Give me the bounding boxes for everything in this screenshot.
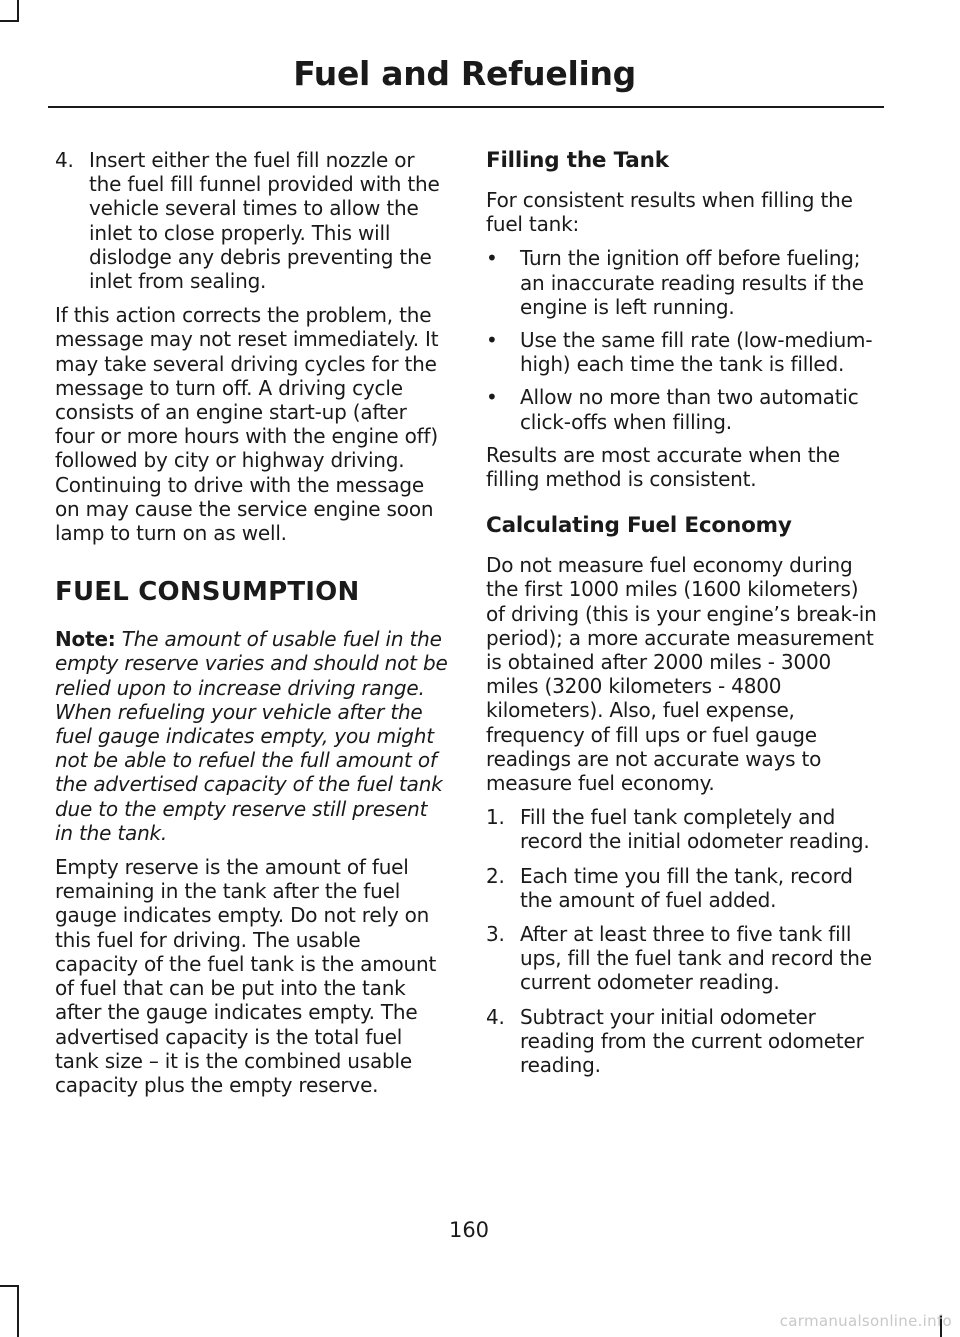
- crop-mark: [17, 0, 19, 22]
- bullet-text: Turn the ignition off before fueling; an inaccurate reading results if the engine is left running.: [520, 246, 864, 319]
- step-text: After at least three to five tank fill ups, fill the fuel tank and record the current odometer reading.: [520, 922, 872, 995]
- step-text: Subtract your initial odometer reading from the current odometer reading.: [520, 1004, 864, 1078]
- bullet-text: Use the same fill rate (low-medium-high) each time the tank is filled.: [520, 328, 873, 377]
- bullet-marker: •: [486, 328, 498, 353]
- bullet-item: [486, 246, 881, 319]
- subsection-heading: Filling the Tank: [486, 148, 669, 173]
- paragraph: Empty reserve is the amount of fuel remaining in the tank after the fuel gauge indicates empty. Do not rely on this fuel for driving. The usable capacity of the fuel tank is the amount of fuel that can be put into the tank after the gauge indicates empty. The advertised capacity is the total fuel tank size – it is the combined usable capacity plus the empty reserve.: [55, 855, 437, 1097]
- step-number: 1.: [486, 805, 505, 830]
- step-text: Each time you fill the tank, record the amount of fuel added.: [520, 863, 853, 912]
- header-divider: [48, 106, 884, 108]
- step-text: Fill the fuel tank completely and record the initial odometer reading.: [520, 805, 870, 854]
- note-text: The amount of usable fuel in the empty reserve varies and should not be relied upon to increase driving range. When refueling your vehicle after the fuel gauge indicates empty, you might not be able to refuel the full amount of the advertised capacity of the fuel tank due to the empty reserve still present in the tank.: [55, 627, 448, 845]
- bullet-item: [486, 385, 881, 433]
- numbered-step: [486, 864, 881, 912]
- page-title: Fuel and Refueling: [293, 54, 636, 93]
- numbered-step: [486, 1005, 881, 1078]
- step-text: Insert either the fuel fill nozzle or the fuel fill funnel provided with the vehicle several times to allow the inlet to close properly. This will dislodge any debris preventing the inlet from sealing.: [89, 148, 440, 294]
- paragraph: If this action corrects the problem, the message may not reset immediately. It may take several driving cycles for the message to turn off. A driving cycle consists of an engine start-up (after four or more hours with the engine off) followed by city or highway driving. Continuing to drive with the message on may cause the service engine soon lamp to turn on as well.: [55, 303, 439, 546]
- right-column: [486, 148, 881, 1087]
- step-number: 4.: [486, 1004, 505, 1029]
- bullet-marker: •: [486, 385, 498, 410]
- step-number: 4.: [55, 148, 74, 172]
- paragraph: Do not measure fuel economy during the first 1000 miles (1600 kilometers) of driving (this is your engine’s break-in period); a more accurate measurement is obtained after 2000 miles - 3000 miles (3200 kilometers - 4800 kilometers). Also, fuel expense, frequency of fill ups or fuel gauge readings are not accurate ways to measure fuel economy.: [486, 553, 877, 796]
- crop-mark: [17, 1285, 19, 1337]
- footer-watermark: carmanualsonline.info: [779, 1312, 952, 1330]
- page-number: 160: [448, 1218, 490, 1242]
- crop-mark: [0, 20, 19, 22]
- paragraph: For consistent results when filling the fuel tank:: [486, 188, 853, 237]
- note-label: Note:: [55, 627, 116, 652]
- crop-mark: [0, 1285, 19, 1287]
- step-number: 2.: [486, 863, 505, 888]
- numbered-step: [486, 805, 881, 853]
- paragraph: Results are most accurate when the filling method is consistent.: [486, 442, 840, 492]
- note-paragraph: [55, 627, 448, 845]
- section-heading: FUEL CONSUMPTION: [55, 577, 360, 608]
- bullet-text: Allow no more than two automatic click-offs when filling.: [520, 385, 859, 434]
- step-number: 3.: [486, 922, 505, 947]
- left-column: [55, 148, 448, 1107]
- numbered-step-4: [55, 148, 448, 293]
- subsection-heading: Calculating Fuel Economy: [486, 513, 792, 539]
- bullet-marker: •: [486, 246, 498, 271]
- bullet-item: [486, 328, 881, 376]
- numbered-step: [486, 922, 881, 995]
